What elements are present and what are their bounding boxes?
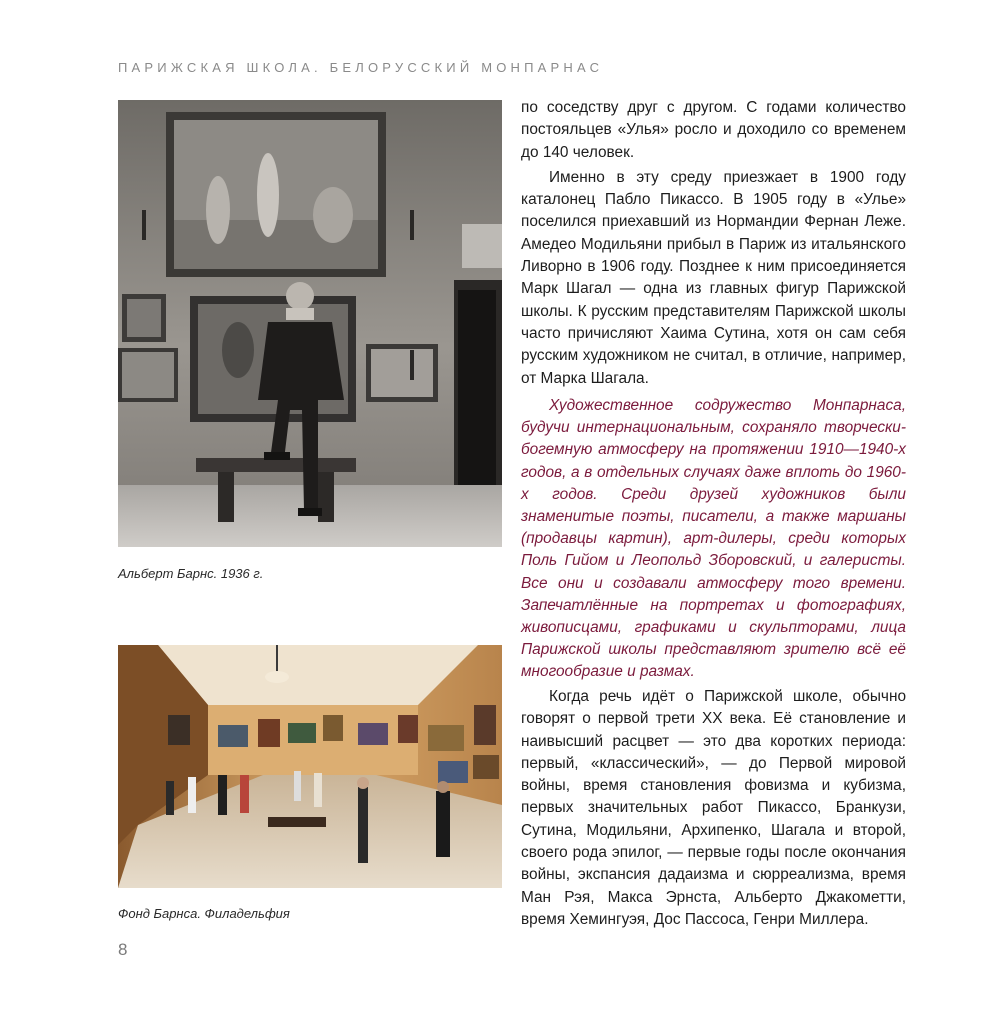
body-paragraph-1: по соседству друг с другом. С годами количество постояльцев «Улья» росло и доходило со временем до 140 человек.	[521, 99, 906, 161]
photo-albert-barnes	[118, 100, 502, 547]
photo-caption-1: Альберт Барнс. 1936 г.	[118, 566, 264, 581]
photo-barnes-foundation	[118, 645, 502, 888]
text-column-top	[521, 97, 906, 390]
page-number: 8	[118, 940, 128, 959]
highlighted-quote	[521, 395, 906, 684]
photo-caption-2: Фонд Барнса. Филадельфия	[118, 906, 290, 921]
body-paragraph-2: Именно в эту среду приезжает в 1900 году каталонец Пабло Пикассо. В 1905 году в «Улье» поселился приехавший из Нормандии Фернан Леже. Амедео Модильяни прибыл в Париж из итальянского Ливорно в 1906 году. Позднее к ним присоединяется Марк Шагал — одна из главных фигур Парижской школы. К русским представителям Парижской школы часто причисляют Хаима Сутина, хотя он сам себя русским художником не считал, в отличие, например, от Марка Шагала.	[521, 168, 906, 387]
running-head: ПАРИЖСКАЯ ШКОЛА. БЕЛОРУССКИЙ МОНПАРНАС	[118, 60, 604, 75]
quote-text: Художественное содружество Монпарнаса, будучи интернациональным, сохраняло творчески-богемную атмосферу на протяжении 1910—1940-х годов, а в отдельных случаях даже вплоть до 1960-х годов. Среди друзей художников были знаменитые поэты, писатели, а также маршаны (продавцы картин), арт-дилеры, среди которых Поль Гийом и Леопольд Зборовский, и галеристы. Все они и создавали атмосферу того времени. Запечатлённые на портретах и фотографиях, живописцами, графиками и скульпторами, лица Парижской школы представляют зрителю всё её многообразие и размах.	[521, 397, 906, 681]
text-column-bottom	[521, 686, 906, 931]
body-paragraph-3: Когда речь идёт о Парижской школе, обычно говорят о первой трети XX века. Её становление и наивысший расцвет — это два коротких периода: первый, «классический», — до Первой мировой войны, время становления фовизма и кубизма, первых значительных работ Пикассо, Бранкузи, Сутина, Модильяни, Архипенко, Шагала и второй, своего рода эпилог, — первые годы после окончания войны, экспансия дадаизма и сюрреализма, время Ман Рэя, Макса Эрнста, Альберто Джакометти, время Хемингуэя, Дос Пассоса, Генри Миллера.	[521, 688, 906, 928]
